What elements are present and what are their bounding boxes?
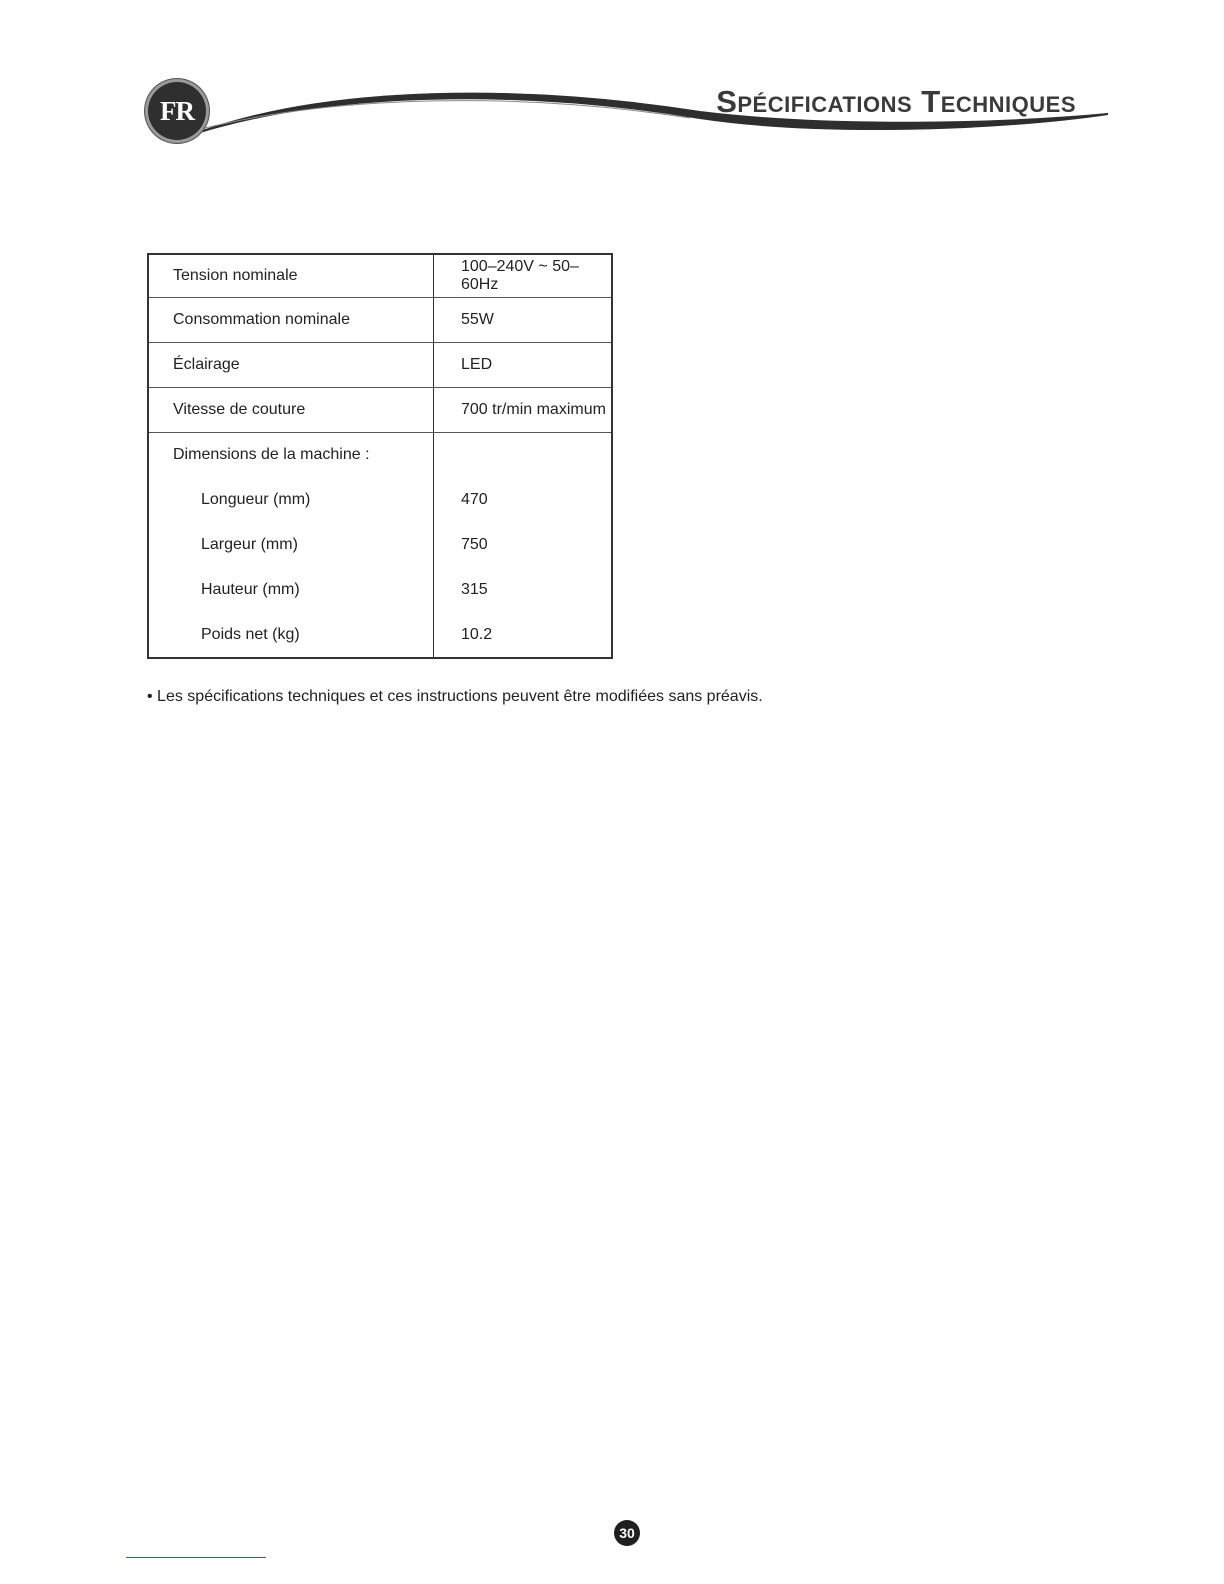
spec-value: LED <box>434 343 613 388</box>
page-number-badge <box>614 1520 640 1546</box>
dimension-label: Poids net (kg) <box>148 612 434 658</box>
disclaimer-note: • Les spécifications techniques et ces instructions peuvent être modifiées sans préavis. <box>147 688 763 705</box>
language-badge <box>145 79 209 143</box>
spec-label: Vitesse de couture <box>148 388 434 433</box>
dimension-value: 315 <box>461 580 488 598</box>
dimension-label: Longueur (mm) <box>148 477 434 522</box>
spec-label: Consommation nominale <box>148 298 434 343</box>
dimension-value: 10.2 <box>461 625 493 643</box>
page-number: 30 <box>619 1525 635 1541</box>
table-row <box>148 298 612 343</box>
dimension-value: 470 <box>461 490 488 508</box>
table-row <box>148 522 612 567</box>
table-row <box>148 254 612 298</box>
spec-value: 700 tr/min maximum <box>434 388 613 433</box>
spec-value: 100–240V ~ 50–60Hz <box>434 254 613 298</box>
spec-label: Tension nominale <box>148 254 434 298</box>
dimensions-heading-value <box>434 433 613 478</box>
table-row <box>148 388 612 433</box>
table-row <box>148 343 612 388</box>
table-row <box>148 612 612 658</box>
dimension-label: Largeur (mm) <box>148 522 434 567</box>
table-row <box>148 567 612 612</box>
spec-label: Éclairage <box>148 343 434 388</box>
dimensions-heading-row <box>148 433 612 478</box>
language-badge-label: FR <box>160 95 194 126</box>
dimension-label: Hauteur (mm) <box>148 567 434 612</box>
spec-value: 55W <box>434 298 613 343</box>
dimension-value: 750 <box>461 535 488 553</box>
footer-rule <box>126 1557 266 1558</box>
table-row <box>148 477 612 522</box>
dimensions-heading: Dimensions de la machine : <box>148 433 434 478</box>
page-title: Spécifications Techniques <box>716 84 1076 119</box>
specifications-table <box>147 253 613 659</box>
